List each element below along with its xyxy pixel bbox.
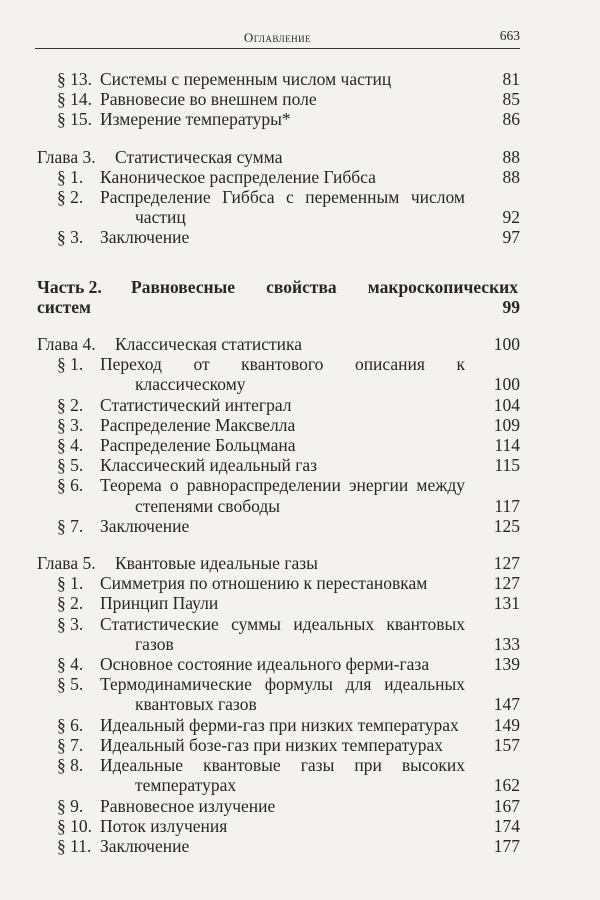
toc-entry-section xyxy=(37,455,520,475)
entry-title: Равновесные свойства макроскопических xyxy=(131,276,518,297)
entry-title: Статистическая сумма xyxy=(115,146,283,167)
toc-line-continuation xyxy=(37,297,520,317)
entry-page: 157 xyxy=(493,734,520,755)
toc-line xyxy=(57,593,520,613)
toc-line xyxy=(37,147,520,167)
entry-page: 127 xyxy=(493,573,520,594)
entry-label: § 6. xyxy=(57,475,84,496)
entry-title: Статистический интеграл xyxy=(100,394,292,415)
entry-title: Теорема о равнораспределении энергии между xyxy=(100,475,465,496)
entry-title: Классическая статистика xyxy=(115,334,303,355)
toc-line xyxy=(57,614,520,634)
entry-title: Распределение Максвелла xyxy=(100,414,296,435)
entry-page: 177 xyxy=(493,835,520,856)
entry-page: 133 xyxy=(493,633,520,654)
entry-page: 114 xyxy=(494,435,520,456)
entry-title-continuation: частиц xyxy=(135,207,186,228)
entry-label: § 4. xyxy=(57,435,84,456)
entry-label: Глава 3. xyxy=(37,146,96,167)
entry-title: Термодинамические формулы для идеальных xyxy=(100,674,465,695)
toc-line xyxy=(57,836,520,856)
entry-title-continuation: температурах xyxy=(135,775,237,796)
toc-entry-section xyxy=(37,674,520,714)
toc-entry-section xyxy=(37,516,520,536)
toc-line-continuation xyxy=(57,374,520,394)
entry-label: § 9. xyxy=(57,795,84,816)
entry-page: 127 xyxy=(493,553,520,574)
toc-line xyxy=(57,415,520,435)
entry-label: § 3. xyxy=(57,227,84,248)
table-of-contents xyxy=(37,69,520,856)
entry-title: Идеальный ферми-газ при низких температурах xyxy=(100,714,459,735)
toc-line xyxy=(57,89,520,109)
entry-title: Статистические суммы идеальных квантовых xyxy=(100,613,465,634)
entry-title: Равновесное излучение xyxy=(100,795,276,816)
toc-line-continuation xyxy=(57,634,520,654)
entry-page: 92 xyxy=(502,207,520,228)
toc-line xyxy=(57,735,520,755)
entry-title: Идеальный бозе-газ при низких температурах xyxy=(100,734,444,755)
entry-label: § 10. xyxy=(57,815,92,836)
toc-line xyxy=(57,796,520,816)
toc-entry-chapter xyxy=(37,553,520,573)
entry-label: § 8. xyxy=(57,755,84,776)
page-number: 663 xyxy=(499,28,520,43)
entry-title: Измерение температуры* xyxy=(100,109,291,130)
toc-entry-section xyxy=(37,573,520,593)
entry-page: 125 xyxy=(493,515,520,536)
entry-page: 100 xyxy=(493,374,520,395)
entry-title: Равновесие во внешнем поле xyxy=(100,89,317,110)
entry-title: Заключение xyxy=(100,835,190,856)
toc-entry-section xyxy=(37,816,520,836)
toc-entry-section xyxy=(37,796,520,816)
entry-page: 149 xyxy=(493,714,520,735)
toc-line xyxy=(37,277,520,297)
toc-line xyxy=(57,816,520,836)
toc-entry-part xyxy=(37,277,520,317)
entry-label: § 13. xyxy=(57,69,92,89)
entry-label: § 2. xyxy=(57,394,84,415)
entry-title: Поток излучения xyxy=(100,815,228,836)
entry-title: Каноническое распределение Гиббса xyxy=(100,166,376,187)
entry-label: § 1. xyxy=(57,354,84,375)
entry-title-continuation: газов xyxy=(135,633,174,654)
entry-title: Распределение Больцмана xyxy=(100,435,296,456)
toc-entry-section xyxy=(37,167,520,187)
running-header xyxy=(35,28,520,49)
entry-page: 99 xyxy=(502,296,520,317)
toc-line xyxy=(57,167,520,187)
toc-entry-section xyxy=(37,227,520,247)
toc-entry-section xyxy=(37,187,520,227)
toc-line xyxy=(57,573,520,593)
entry-title: Переход от квантового описания к xyxy=(100,354,465,375)
toc-line xyxy=(57,654,520,674)
toc-line xyxy=(57,755,520,775)
toc-entry-section xyxy=(37,715,520,735)
entry-page: 86 xyxy=(502,109,520,130)
entry-label: § 5. xyxy=(57,674,84,695)
toc-entry-chapter xyxy=(37,334,520,354)
entry-title: Классический идеальный газ xyxy=(100,455,318,476)
toc-line xyxy=(57,187,520,207)
entry-label: § 2. xyxy=(57,593,84,614)
toc-line-continuation xyxy=(57,207,520,227)
toc-line-continuation xyxy=(57,775,520,795)
toc-entry-section xyxy=(37,755,520,795)
toc-line-continuation xyxy=(57,496,520,516)
entry-title-continuation: систем xyxy=(37,296,91,317)
entry-page: 162 xyxy=(493,775,520,796)
toc-entry-section xyxy=(37,735,520,755)
toc-line xyxy=(37,334,520,354)
entry-page: 174 xyxy=(493,815,520,836)
entry-label: § 7. xyxy=(57,734,84,755)
toc-line-continuation xyxy=(57,694,520,714)
entry-label: § 3. xyxy=(57,414,84,435)
entry-title: Основное состояние идеального ферми-газа xyxy=(100,654,430,675)
entry-page: 81 xyxy=(502,69,520,89)
entry-label: § 1. xyxy=(57,573,84,594)
entry-label: Часть 2. xyxy=(37,276,102,297)
toc-entry-section xyxy=(37,354,520,394)
entry-label: § 3. xyxy=(57,613,84,634)
entry-page: 85 xyxy=(502,89,520,110)
entry-page: 88 xyxy=(502,166,520,187)
toc-line xyxy=(57,227,520,247)
entry-page: 88 xyxy=(502,146,520,167)
entry-page: 139 xyxy=(493,654,520,675)
entry-title: Распределение Гиббса с переменным числом xyxy=(100,187,465,208)
entry-title-continuation: степенями свободы xyxy=(135,495,281,516)
entry-page: 104 xyxy=(493,394,520,415)
entry-page: 115 xyxy=(494,455,520,476)
toc-line xyxy=(57,435,520,455)
toc-entry-chapter xyxy=(37,147,520,167)
toc-line xyxy=(57,516,520,536)
toc-line xyxy=(57,109,520,129)
toc-entry-section xyxy=(37,435,520,455)
entry-title: Симметрия по отношению к перестановкам xyxy=(100,573,428,594)
toc-line xyxy=(37,553,520,573)
entry-page: 167 xyxy=(493,795,520,816)
toc-entry-section xyxy=(37,475,520,515)
entry-label: § 2. xyxy=(57,187,84,208)
toc-entry-section xyxy=(37,89,520,109)
toc-entry-section xyxy=(37,836,520,856)
entry-title: Принцип Паули xyxy=(100,593,219,614)
entry-label: § 11. xyxy=(57,835,92,856)
entry-label: § 14. xyxy=(57,89,92,110)
toc-entry-section xyxy=(37,415,520,435)
toc-line xyxy=(57,475,520,495)
toc-line xyxy=(57,455,520,475)
running-header-title: Оглавление xyxy=(243,30,312,45)
toc-entry-section xyxy=(37,654,520,674)
toc-line xyxy=(57,715,520,735)
entry-page: 131 xyxy=(493,593,520,614)
entry-label: Глава 5. xyxy=(37,553,96,574)
entry-page: 97 xyxy=(502,227,520,248)
toc-entry-section xyxy=(37,593,520,613)
entry-page: 109 xyxy=(493,414,520,435)
entry-title: Идеальные квантовые газы при высоких xyxy=(100,755,465,776)
entry-label: § 6. xyxy=(57,714,84,735)
toc-line xyxy=(57,354,520,374)
entry-page: 147 xyxy=(493,694,520,715)
toc-line xyxy=(57,395,520,415)
toc-line xyxy=(57,674,520,694)
entry-label: § 7. xyxy=(57,515,84,536)
entry-label: § 5. xyxy=(57,455,84,476)
toc-entry-section xyxy=(37,109,520,129)
toc-entry-section xyxy=(37,69,520,89)
entry-label: § 4. xyxy=(57,654,84,675)
toc-entry-section xyxy=(37,395,520,415)
entry-title: Заключение xyxy=(100,515,190,536)
toc-entry-section xyxy=(37,614,520,654)
entry-title: Заключение xyxy=(100,227,190,248)
entry-title-continuation: квантовых газов xyxy=(135,694,257,715)
entry-page: 117 xyxy=(494,495,520,516)
entry-title-continuation: классическому xyxy=(135,374,246,395)
entry-title: Системы с переменным числом частиц xyxy=(100,69,392,89)
toc-line xyxy=(57,69,520,89)
entry-label: Глава 4. xyxy=(37,334,96,355)
entry-title: Квантовые идеальные газы xyxy=(115,553,318,574)
entry-label: § 15. xyxy=(57,109,92,130)
entry-label: § 1. xyxy=(57,166,84,187)
entry-page: 100 xyxy=(493,334,520,355)
